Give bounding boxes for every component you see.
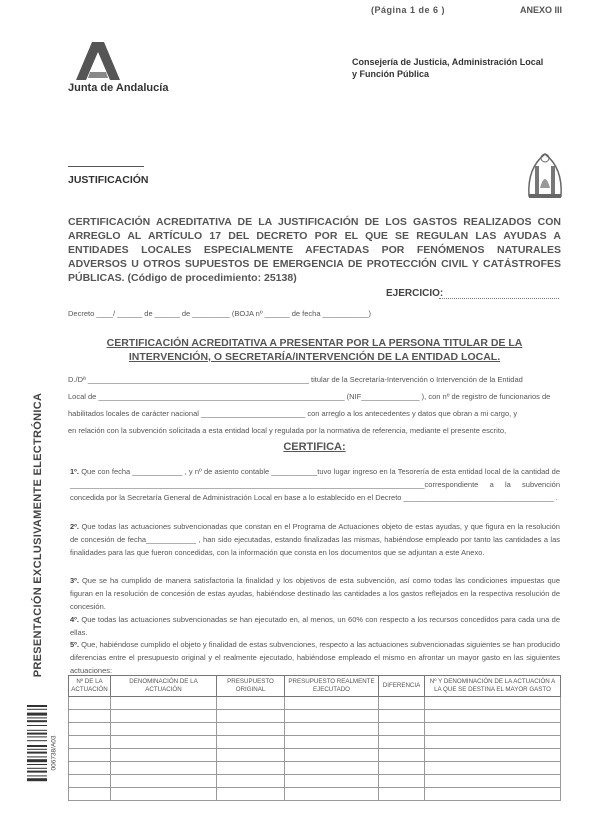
table-row xyxy=(69,736,561,749)
table-cell[interactable] xyxy=(379,775,425,788)
col-destino-mayor-gasto: Nº Y DENOMINACIÓN DE LA ACTUACIÓN A LA QUE SE DESTINA EL MAYOR GASTO xyxy=(425,676,561,697)
junta-logo-text: Junta de Andalucía xyxy=(68,82,169,94)
table-row xyxy=(69,723,561,736)
table-cell[interactable] xyxy=(111,749,217,762)
table-cell[interactable] xyxy=(425,749,561,762)
table-cell[interactable] xyxy=(217,749,285,762)
table-cell[interactable] xyxy=(69,723,111,736)
col-denominacion: DENOMINACIÓN DE LA ACTUACIÓN xyxy=(111,676,217,697)
page-counter: (Página 1 de 6 ) xyxy=(371,5,446,15)
table-cell[interactable] xyxy=(111,710,217,723)
item-2 xyxy=(70,520,560,559)
item-5 xyxy=(70,638,560,677)
table-cell[interactable] xyxy=(285,697,379,710)
barcode-icon xyxy=(27,705,47,801)
table-cell[interactable] xyxy=(217,697,285,710)
table-cell[interactable] xyxy=(69,697,111,710)
junta-logo xyxy=(68,40,178,87)
item-number: 2º. xyxy=(70,522,79,531)
table-cell[interactable] xyxy=(111,697,217,710)
table-cell[interactable] xyxy=(425,775,561,788)
table-cell[interactable] xyxy=(425,723,561,736)
table-cell[interactable] xyxy=(379,762,425,775)
table-row xyxy=(69,788,561,801)
table-cell[interactable] xyxy=(285,762,379,775)
table-cell[interactable] xyxy=(425,736,561,749)
barcode-number-text: 006738/A03 xyxy=(50,735,58,771)
table-cell[interactable] xyxy=(379,697,425,710)
section-title: CERTIFICACIÓN ACREDITATIVA A PRESENTAR POR LA PERSONA TITULAR DE LA INTERVENCIÓN, O SECRETARÍA/INTERVENCIÓN DE LA ENTIDAD LOCAL. xyxy=(106,337,523,363)
actuaciones-table xyxy=(68,675,561,801)
item-4 xyxy=(70,613,560,639)
barcode-number xyxy=(48,705,60,801)
side-notice xyxy=(26,380,50,690)
table-row xyxy=(69,697,561,710)
table-cell[interactable] xyxy=(425,710,561,723)
item-1 xyxy=(70,465,560,504)
table-cell[interactable] xyxy=(379,788,425,801)
ejercicio-label: EJERCICIO: xyxy=(386,288,444,299)
table-cell[interactable] xyxy=(425,788,561,801)
table-cell[interactable] xyxy=(217,775,285,788)
table-row xyxy=(69,762,561,775)
table-cell[interactable] xyxy=(425,762,561,775)
table-cell[interactable] xyxy=(111,788,217,801)
table-cell[interactable] xyxy=(285,788,379,801)
col-diferencia: DIFERENCIA xyxy=(379,676,425,697)
table-cell[interactable] xyxy=(285,736,379,749)
item-text: Que todas las actuaciones subvencionadas se han ejecutado en, al menos, un 60% con respecto a los recursos concedidos para cada una de ellas. xyxy=(70,615,560,637)
department-name xyxy=(352,56,543,80)
junta-logo-icon xyxy=(68,40,128,82)
table-row xyxy=(69,775,561,788)
item-3 xyxy=(70,574,560,613)
table-cell[interactable] xyxy=(217,762,285,775)
department-line-1: Consejería de Justicia, Administración Local xyxy=(352,57,544,67)
col-presupuesto-ejecutado: PRESUPUESTO REALMENTE EJECUTADO xyxy=(285,676,379,697)
table-header-row xyxy=(69,676,561,697)
main-title: CERTIFICACIÓN ACREDITATIVA DE LA JUSTIFICACIÓN DE LOS GASTOS REALIZADOS CON ARREGLO AL ARTÍCULO 17 DEL DECRETO POR EL QUE SE REGULAN LAS AYUDAS A ENTIDADES LOCALES ESPECIALMENTE AFECTADAS POR FENÓMENOS NATURALES ADVERSOS U OTROS SUPUESTOS DE EMERGENCIA DE PROTECCIÓN CIVIL Y CATÁSTROFES PÚBLICAS. (Código de procedimiento: 25138) xyxy=(68,216,561,284)
item-text: Que todas las actuaciones subvencionadas que constan en el Programa de Actuaciones objeto de estas ayudas, y que figura en la resolución de concesión de fecha____________ , han sido ejecutadas, estando finalizadas las mismas, habiéndose empleado por tanto las cantidades a las finalidades para las que fueron concedidas, con la información que consta en los documentos que se adjuntan a este Anexo. xyxy=(70,522,560,557)
table-row xyxy=(69,710,561,723)
andalucia-seal-icon xyxy=(523,148,567,202)
intro-line-3: habilitados locales de carácter nacional _________________________ con arreglo a los antecedentes y datos que obran a mi cargo, y xyxy=(68,409,518,418)
table-cell[interactable] xyxy=(285,710,379,723)
item-number: 4º. xyxy=(70,615,79,624)
table-cell[interactable] xyxy=(111,762,217,775)
table-cell[interactable] xyxy=(217,736,285,749)
intro-line-2: Local de ___________________________________________________________ (NIF______________ ), con nº de registro de funcionarios de xyxy=(68,392,551,401)
table-cell[interactable] xyxy=(285,775,379,788)
department-line-2: y Función Pública xyxy=(352,69,430,79)
table-cell[interactable] xyxy=(217,710,285,723)
decreto-line: Decreto ____/ ______ de ______ de _________ (BOJA nº ______ de fecha ___________) xyxy=(68,309,371,318)
table-cell[interactable] xyxy=(111,775,217,788)
annex-label: ANEXO III xyxy=(520,5,563,15)
item-number: 5º. xyxy=(70,640,79,649)
intro-line-1: D./Dª _____________________________________________________ titular de la Secretaría-Intervención o Intervención de la Entidad xyxy=(68,375,523,384)
table-cell[interactable] xyxy=(379,749,425,762)
table-cell[interactable] xyxy=(379,736,425,749)
col-presupuesto-original: PRESUPUESTO ORIGINAL xyxy=(217,676,285,697)
ejercicio-field[interactable] xyxy=(439,298,559,299)
side-notice-text: PRESENTACIÓN EXCLUSIVAMENTE ELECTRÓNICA xyxy=(32,392,44,678)
section-label: JUSTIFICACIÓN xyxy=(68,174,149,186)
item-text: Que, habiéndose cumplido el objeto y finalidad de estas subvenciones, respecto a las actuaciones subvencionadas siguientes se han producido diferencias entre el presupuesto original y el realmente ejecutado, habiéndose empleado el mismo en afrontar un mayor gasto en las siguientes actuaciones: xyxy=(70,640,560,675)
table-cell[interactable] xyxy=(425,697,561,710)
table-cell[interactable] xyxy=(69,710,111,723)
item-text: Que se ha cumplido de manera satisfactoria la finalidad y los objetivos de esta subvención, así como todas las condiciones impuestas que figuran en la resolución de concesión de estas ayudas, habiéndose destinado las cantidades a los gastos reflejados en la respectiva resolución de concesión. xyxy=(70,576,560,611)
label-rule xyxy=(68,166,144,167)
table-cell[interactable] xyxy=(69,762,111,775)
item-text: Que con fecha ____________ , y nº de asiento contable ___________tuvo lugar ingreso en la Tesorería de esta entidad local de la cantidad de _____________________________________________________________________________________correspondiente a la subvención concedida por la Secretaría General de Administración Local en base a lo establecido en el Decreto ____________________________________ . xyxy=(70,467,560,502)
table-cell[interactable] xyxy=(69,788,111,801)
table-cell[interactable] xyxy=(285,749,379,762)
col-num-actuacion: Nº DE LA ACTUACIÓN xyxy=(69,676,111,697)
certifica-heading: CERTIFICA: xyxy=(283,441,346,453)
table-cell[interactable] xyxy=(111,723,217,736)
table-cell[interactable] xyxy=(379,723,425,736)
table-cell[interactable] xyxy=(217,723,285,736)
intro-line-4: en relación con la subvención solicitada a esta entidad local y regulada por la normativa de referencia, mediante el presente escrito, xyxy=(68,426,507,435)
table-cell[interactable] xyxy=(111,736,217,749)
table-cell[interactable] xyxy=(285,723,379,736)
item-number: 3º. xyxy=(70,576,79,585)
table-cell[interactable] xyxy=(217,788,285,801)
table-cell[interactable] xyxy=(69,775,111,788)
table-row xyxy=(69,749,561,762)
item-number: 1º. xyxy=(70,467,79,476)
table-cell[interactable] xyxy=(379,710,425,723)
table-cell[interactable] xyxy=(69,749,111,762)
table-cell[interactable] xyxy=(69,736,111,749)
